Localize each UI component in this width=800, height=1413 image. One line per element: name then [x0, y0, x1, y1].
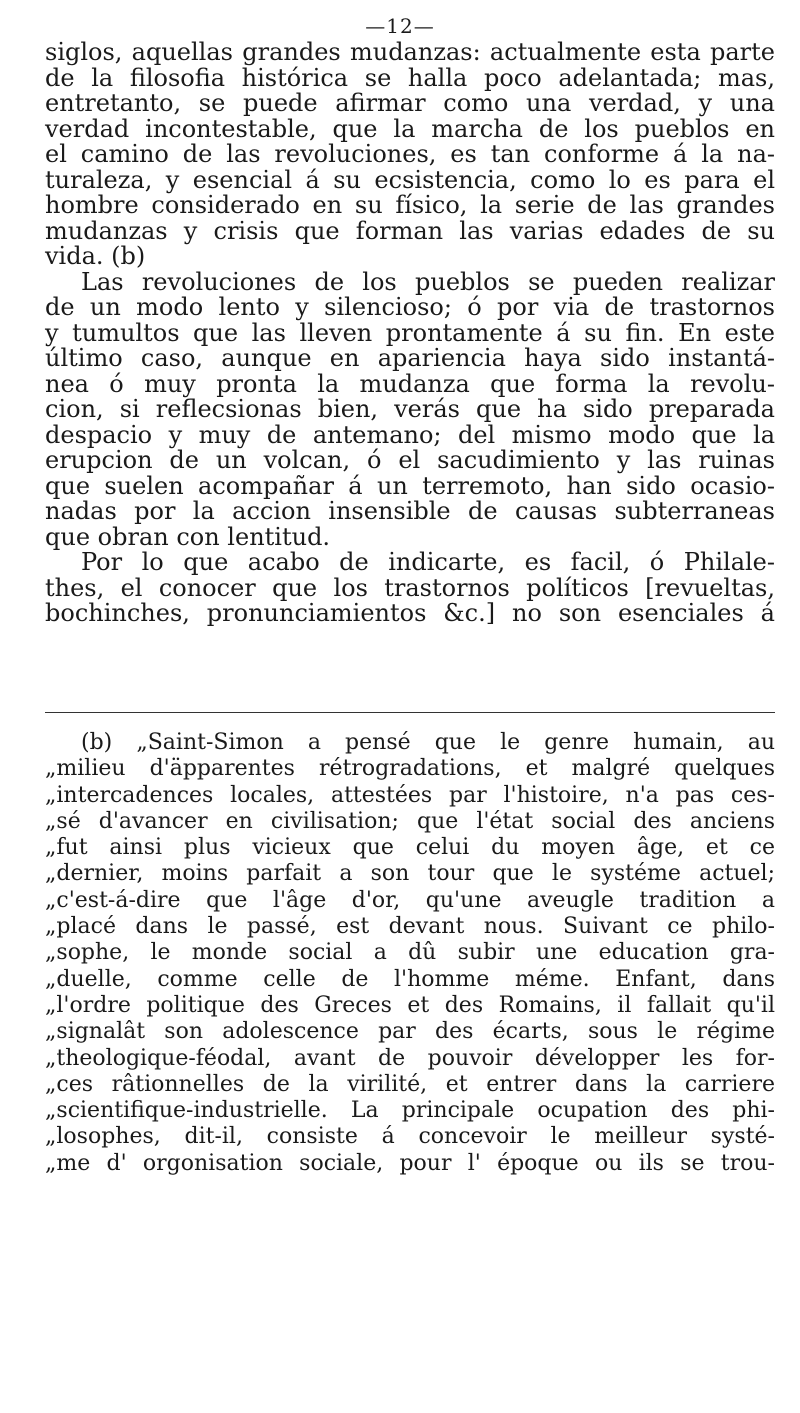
text-line: cion, si reflecsionas bien, verás que ha sido preparada	[45, 395, 775, 423]
text-line: de un modo lento y silencioso; ó por via de trastornos	[45, 293, 775, 321]
text-line: que obran con lentitud.	[45, 522, 331, 551]
footnote-line: „ces râtionnelles de la virilité, et entrer dans la carriere	[45, 1071, 775, 1097]
footnote-line: „milieu d'äpparentes rétrogradations, et malgré quelques	[45, 756, 775, 782]
footnote-line: „losophes, dit-il, consiste á concevoir le meilleur systé-	[45, 1124, 775, 1150]
text-line: vida. (b)	[45, 242, 146, 270]
text-line: verdad incontestable, que la marcha de los pueblos en	[45, 114, 775, 143]
footnote-line: (b) „Saint-Simon a pensé que le genre humain, au	[81, 730, 775, 755]
footnote-line: „scientifique-industrielle. La principale ocupation des phi-	[45, 1098, 775, 1124]
text-line: hombre considerado en su físico, la serie de las grandes	[45, 191, 775, 219]
text-line: nea ó muy pronta la mudanza que forma la revolu-	[45, 369, 775, 398]
text-line: bochinches, pronunciamientos &c.] no son esenciales á	[45, 599, 775, 627]
footnote-line: „l'ordre politique des Greces et des Romains, il fallait qu'il	[45, 992, 775, 1018]
text-line: nadas por la accion insensible de causas subterraneas	[45, 497, 775, 525]
text-line: que suelen acompañar á un terremoto, han sido ocasio-	[45, 471, 775, 500]
footnote-line: „signalât son adolescence par des écarts, sous le régime	[45, 1019, 775, 1045]
text-line: Las revoluciones de los pueblos se pueden realizar	[81, 267, 775, 296]
text-line: mudanzas y crisis que forman las varias edades de su	[45, 216, 775, 245]
footnote-line: „theologique-féodal, avant de pouvoir développer les for-	[45, 1045, 775, 1071]
footnote-line: „sé d'avancer en civilisation; que l'état social des anciens	[45, 808, 775, 834]
text-line: thes, el conocer que los trastornos políticos [revueltas,	[45, 573, 775, 602]
footnote-line: „placé dans le passé, est devant nous. Suivant ce philo-	[45, 914, 775, 940]
page-number: —12—	[365, 14, 435, 38]
text-line: siglos, aquellas grandes mudanzas: actualmente esta parte	[45, 38, 775, 66]
main-text	[45, 40, 775, 627]
text-line: último caso, aunque en apariencia haya sido instantá-	[45, 344, 775, 372]
text-line: turaleza, y esencial á su ecsistencia, como lo es para el	[45, 165, 775, 194]
footnote-line: „sophe, le monde social a dû subir une education gra-	[45, 940, 775, 966]
footnote-line: „c'est-á-dire que l'âge d'or, qu'une aveugle tradition a	[45, 887, 775, 913]
footnote-line: „me d' orgonisation sociale, pour l' époque ou ils se trou-	[45, 1150, 775, 1176]
text-line: entretanto, se puede afirmar como una verdad, y una	[45, 89, 775, 117]
footnote-line: „intercadences locales, attestées par l'histoire, n'a pas ces-	[45, 782, 775, 808]
footnote-line: „duelle, comme celle de l'homme méme. Enfant, dans	[45, 966, 775, 992]
text-line: Por lo que acabo de indicarte, es facil, ó Philale-	[81, 548, 775, 576]
text-line: y tumultos que las lleven prontamente á su fin. En este	[45, 318, 775, 347]
footnote-line: „dernier, moins parfait a son tour que le systéme actuel;	[45, 861, 775, 887]
footnote-divider	[45, 712, 775, 713]
footnote	[45, 730, 775, 1177]
text-line: erupcion de un volcan, ó el sacudimiento y las ruinas	[45, 446, 775, 474]
text-line: despacio y muy de antemano; del mismo modo que la	[45, 420, 775, 449]
footnote-line: „fut ainsi plus vicieux que celui du moyen âge, et ce	[45, 835, 775, 861]
text-line: de la filosofia histórica se halla poco adelantada; mas,	[45, 63, 775, 92]
text-line: el camino de las revoluciones, es tan conforme á la na-	[45, 140, 775, 168]
